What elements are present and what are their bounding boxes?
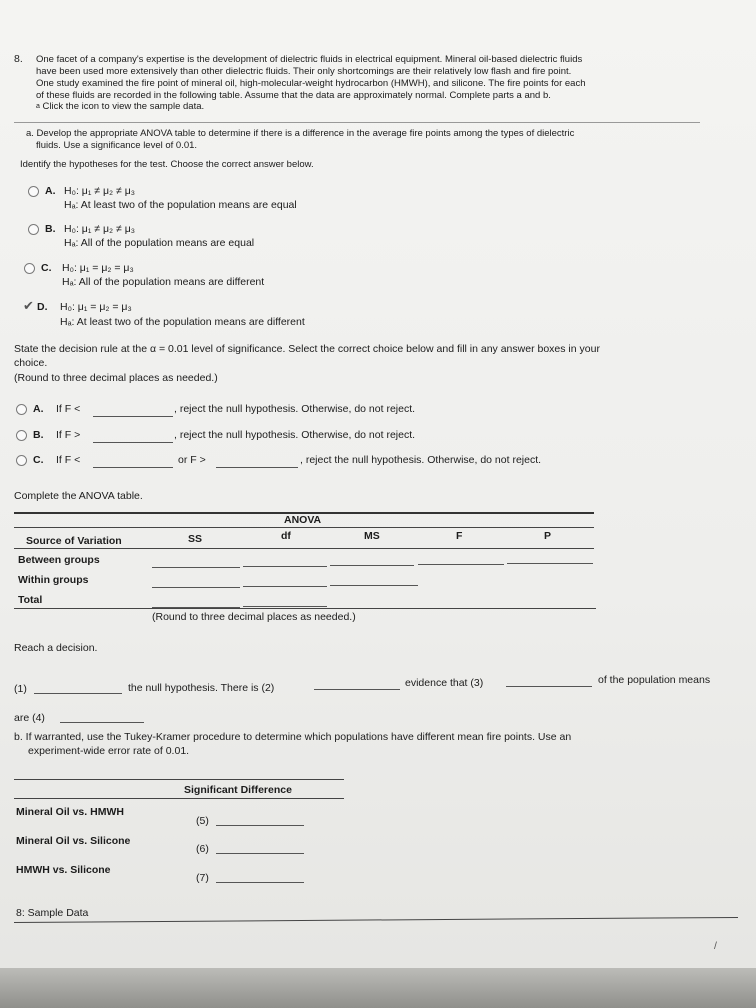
hypothesis-d-ha: Hₐ: At least two of the population means are different [60,316,305,328]
between-p-box[interactable] [507,563,593,564]
tukey-top-rule [14,779,344,780]
rule-b-letter: B. [33,429,44,441]
anova-prompt: Complete the ANOVA table. [14,490,143,502]
rule-b-prefix: If F > [56,429,81,441]
intro-line: One facet of a company's expertise is the development of dielectric fluids in electrical equipment. Mineral oil-based dielectric fluids [36,54,583,65]
part-a-line: a. Develop the appropriate ANOVA table to determine if there is a difference in the average fire points among the types of dielectric [26,128,575,139]
tukey-blank-6[interactable] [216,853,304,854]
round-note: (Round to three decimal places as needed.) [14,372,218,384]
part-b-line: b. If warranted, use the Tukey-Kramer procedure to determine which populations have different mean fire points. Use an [14,731,572,743]
anova-title-rule [14,527,594,528]
rule-a-suffix: , reject the null hypothesis. Otherwise, do not reject. [174,403,416,415]
anova-round-note: (Round to three decimal places as needed.) [152,611,356,623]
rule-c-radio[interactable] [16,455,27,466]
hypothesis-a-h0: H₀: μ₁ ≠ μ₂ ≠ μ₃ [64,185,136,197]
rule-c-prefix: If F < [56,454,81,466]
anova-bottom-rule [14,608,596,609]
anova-title: ANOVA [284,514,322,526]
anova-row-total: Total [18,594,43,606]
divider [14,122,700,123]
decision-blank-1-label: (1) [14,683,27,695]
decision-prompt: Reach a decision. [14,642,98,654]
anova-header-p: P [544,530,552,542]
rule-b-answer-box[interactable] [93,442,173,443]
hypothesis-a-letter: A. [45,185,56,197]
decision-rule-prompt-cont: choice. [14,357,48,369]
rule-c-suffix: , reject the null hypothesis. Otherwise, do not reject. [300,454,542,466]
tukey-header-rule [14,798,344,799]
rule-c-middle: or F > [178,454,206,466]
rule-a-prefix: If F < [56,403,81,415]
tukey-blank-5[interactable] [216,825,304,826]
checkmark-icon[interactable]: ✔ [23,298,34,313]
tukey-blank-label: (5) [196,815,209,827]
background-surface [0,968,756,1008]
tukey-row-label: Mineral Oil vs. Silicone [16,835,131,847]
part-a-line: fluids. Use a significance level of 0.01. [36,140,198,151]
info-icon: a [36,103,40,110]
between-ms-box[interactable] [330,565,414,566]
decision-blank-2[interactable] [314,689,400,690]
tukey-row-label: Mineral Oil vs. HMWH [16,806,124,818]
page-mark: / [714,940,717,952]
intro-line: One study examined the fire point of mineral oil, high-molecular-weight hydrocarbon (HMWH), and silicone. The fire points for each [36,78,586,89]
part-b-line: experiment-wide error rate of 0.01. [28,745,190,757]
hypothesis-c-h0: H₀: μ₁ = μ₂ = μ₃ [62,262,134,274]
rule-a-answer-box[interactable] [93,416,173,417]
tukey-header: Significant Difference [184,784,292,796]
anova-header-rule [14,548,594,549]
anova-header-ss: SS [188,533,203,545]
tukey-row-label: HMWH vs. Silicone [16,864,111,876]
rule-c-letter: C. [33,454,44,466]
anova-header-f: F [456,530,463,542]
sample-data-link[interactable]: $^a$ Click the icon to view the sample data. [36,101,205,112]
anova-header-ms: MS [364,530,380,542]
decision-blank-3[interactable] [506,686,592,687]
total-df-box[interactable] [243,606,327,607]
hypothesis-a-radio[interactable] [28,186,39,197]
rule-a-letter: A. [33,403,44,415]
hypothesis-b-radio[interactable] [28,224,39,235]
anova-header-source: Source of Variation [26,535,122,547]
within-df-box[interactable] [243,586,327,587]
tukey-blank-label: (7) [196,872,209,884]
decision-blank-1[interactable] [34,693,122,694]
anova-row-between: Between groups [18,554,100,566]
decision-rule-prompt: State the decision rule at the α = 0.01 level of significance. Select the correct choice below and fill in any answer boxes in your [14,343,600,355]
footer-rule [14,917,738,923]
hypothesis-a-ha: Hₐ: At least two of the population means are equal [64,199,297,211]
hypotheses-prompt: Identify the hypotheses for the test. Choose the correct answer below. [20,159,314,170]
anova-row-within: Within groups [18,574,89,586]
intro-line: of these fluids are recorded in the following table. Assume that the data are approximately normal. Complete parts a and b. [36,90,551,101]
rule-b-suffix: , reject the null hypothesis. Otherwise, do not reject. [174,429,416,441]
rule-b-radio[interactable] [16,430,27,441]
decision-text-2: evidence that (3) [405,677,484,689]
tukey-blank-7[interactable] [216,882,304,883]
hypothesis-b-ha: Hₐ: All of the population means are equal [64,237,255,249]
intro-line: have been used more extensively than other dielectric fluids. Their only shortcomings are their relatively low flash and fire point. [36,66,572,77]
rule-c-lower-box[interactable] [93,467,173,468]
between-ss-box[interactable] [152,567,240,568]
hypothesis-b-h0: H₀: μ₁ ≠ μ₂ ≠ μ₃ [64,223,136,235]
sample-data-footer[interactable]: 8: Sample Data [16,907,89,919]
decision-text-4: are (4) [14,712,45,724]
hypothesis-b-letter: B. [45,223,56,235]
between-f-box[interactable] [418,564,504,565]
hypothesis-d-letter: D. [37,301,48,313]
problem-number: 8. [14,53,23,65]
rule-c-upper-box[interactable] [216,467,298,468]
between-df-box[interactable] [243,566,327,567]
within-ms-box[interactable] [330,585,418,586]
decision-blank-4[interactable] [60,722,144,723]
hypothesis-c-ha: Hₐ: All of the population means are different [62,276,265,288]
hypothesis-c-letter: C. [41,262,52,274]
rule-a-radio[interactable] [16,404,27,415]
decision-text-1: the null hypothesis. There is (2) [128,682,275,694]
within-ss-box[interactable] [152,587,240,588]
decision-text-3: of the population means [598,674,711,686]
tukey-blank-label: (6) [196,843,209,855]
hypothesis-c-radio[interactable] [24,263,35,274]
anova-header-df: df [281,530,291,542]
hypothesis-d-h0: H₀: μ₁ = μ₂ = μ₃ [60,301,132,313]
